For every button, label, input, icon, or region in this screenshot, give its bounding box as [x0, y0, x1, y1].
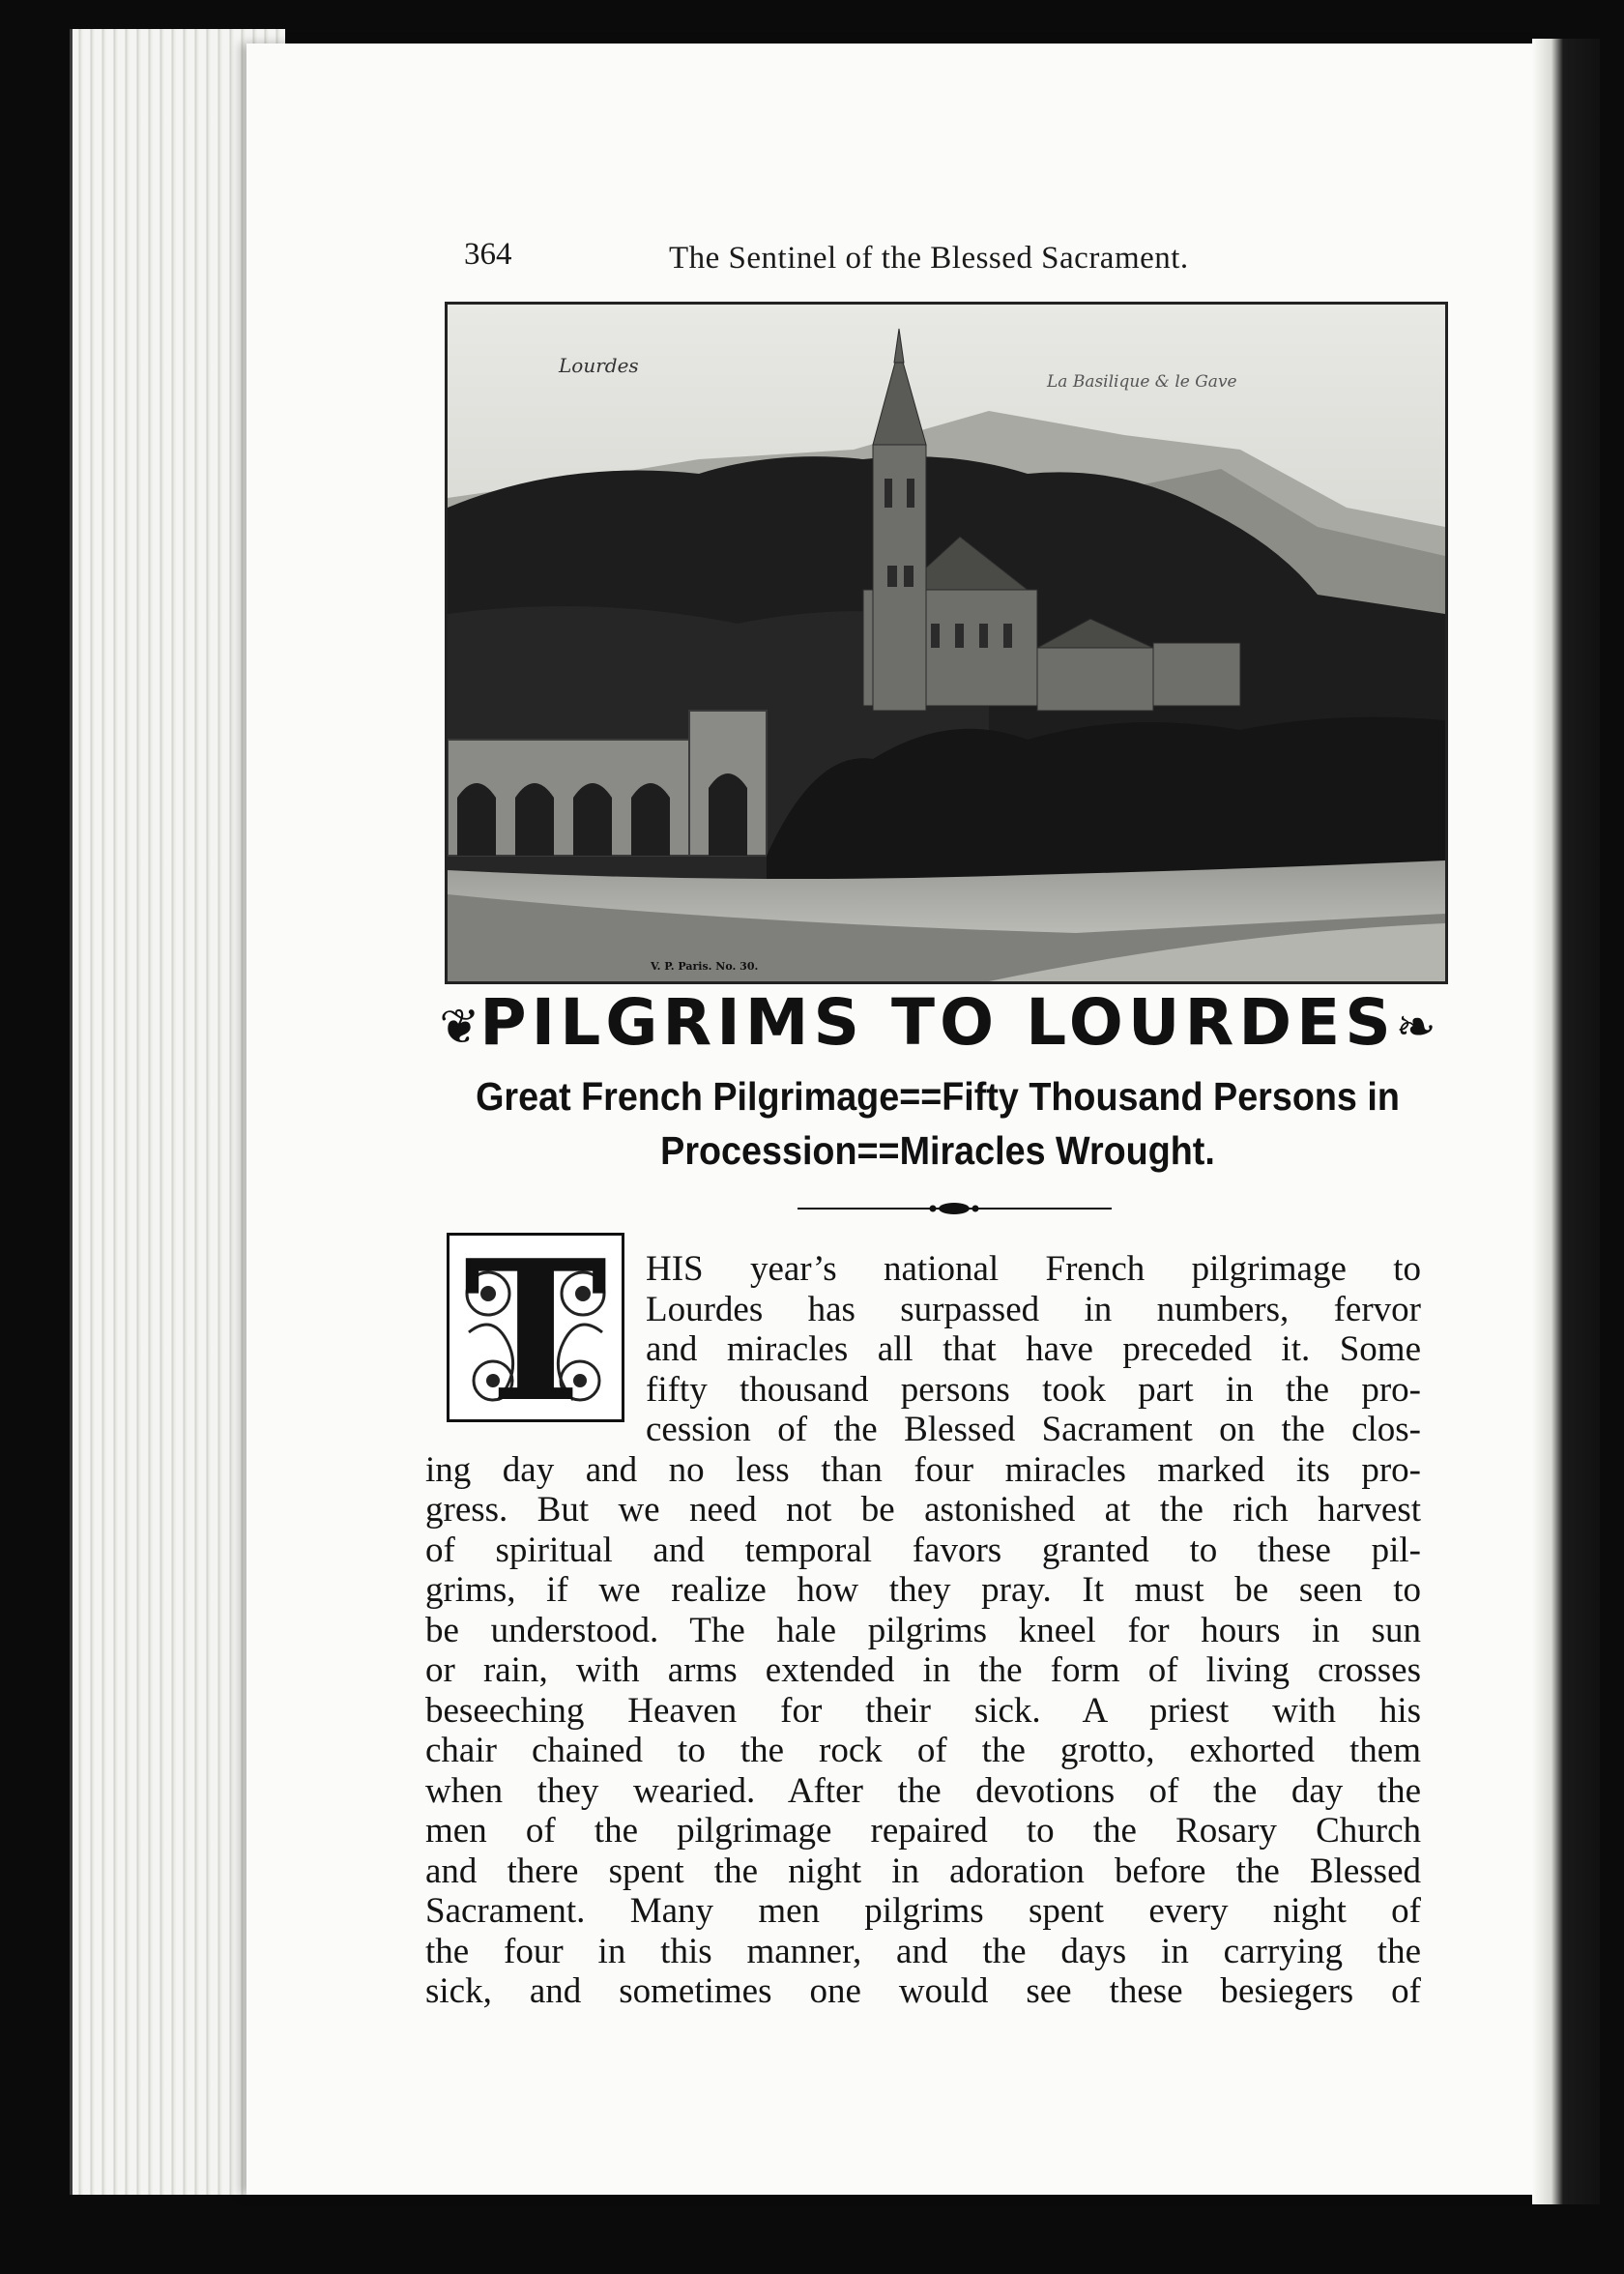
body-line: Lourdes has surpassed in numbers, fervor — [646, 1289, 1421, 1329]
lourdes-photograph — [445, 302, 1448, 984]
plate-imprint: V. P. Paris. No. 30. — [651, 960, 759, 973]
body-line: beseeching Heaven for their sick. A priest with his — [425, 1690, 1421, 1731]
body-line: fifty thousand persons took part in the pro- — [646, 1369, 1421, 1410]
page-number: 364 — [464, 237, 512, 272]
body-line: gress. But we need not be astonished at the rich harvest — [425, 1490, 1421, 1530]
body-line: when they wearied. After the devotions of the day the — [425, 1770, 1421, 1811]
body-line: ing day and no less than four miracles marked its pro- — [425, 1449, 1421, 1490]
body-line: and miracles all that have preceded it. Some — [646, 1329, 1421, 1369]
body-line: chair chained to the rock of the grotto, exhorted them — [425, 1731, 1421, 1770]
running-title: The Sentinel of the Blessed Sacrament. — [669, 241, 1189, 276]
body-line: men of the pilgrimage repaired to the Rosary Church — [425, 1811, 1421, 1851]
body-line: of spiritual and temporal favors granted to these pil- — [425, 1530, 1421, 1570]
drop-cap-letter: T — [463, 1218, 608, 1445]
plate-caption-right: La Basilique & le Gave — [1047, 372, 1237, 392]
running-head — [464, 237, 1266, 285]
body-line: HIS year’s national French pilgrimage to — [646, 1249, 1421, 1289]
article-subhead — [466, 1069, 1408, 1178]
plate-caption-left: Lourdes — [559, 354, 639, 377]
article-body — [425, 1249, 1421, 2012]
right-ornament-icon: ❧ — [1395, 998, 1436, 1055]
decorative-rule-icon — [798, 1202, 1112, 1215]
subhead-line-1: Great French Pilgrimage==Fifty Thousand Persons in — [476, 1074, 1400, 1119]
body-line: or rain, with arms extended in the form of living crosses — [425, 1650, 1421, 1690]
headline-text: PILGRIMS TO LOURDES — [479, 985, 1396, 1060]
body-line: and there spent the night in adoration before the Blessed — [425, 1851, 1421, 1891]
body-line: Sacrament. Many men pilgrims spent every night of — [425, 1891, 1421, 1931]
article-headline — [425, 984, 1450, 1065]
body-line: the four in this manner, and the days in carrying the — [425, 1931, 1421, 1971]
body-line: cession of the Blessed Sacrament on the clos- — [646, 1410, 1421, 1449]
book-right-edge — [1532, 39, 1600, 2204]
subhead-line-2: Procession==Miracles Wrought. — [660, 1128, 1215, 1173]
left-ornament-icon: ❦ — [439, 998, 480, 1055]
body-line: be understood. The hale pilgrims kneel for hours in sun — [425, 1610, 1421, 1650]
body-line: sick, and sometimes one would see these besiegers of — [425, 1971, 1421, 2011]
body-line: grims, if we realize how they pray. It must be seen to — [425, 1570, 1421, 1610]
basilica-landscape-image — [448, 305, 1445, 981]
